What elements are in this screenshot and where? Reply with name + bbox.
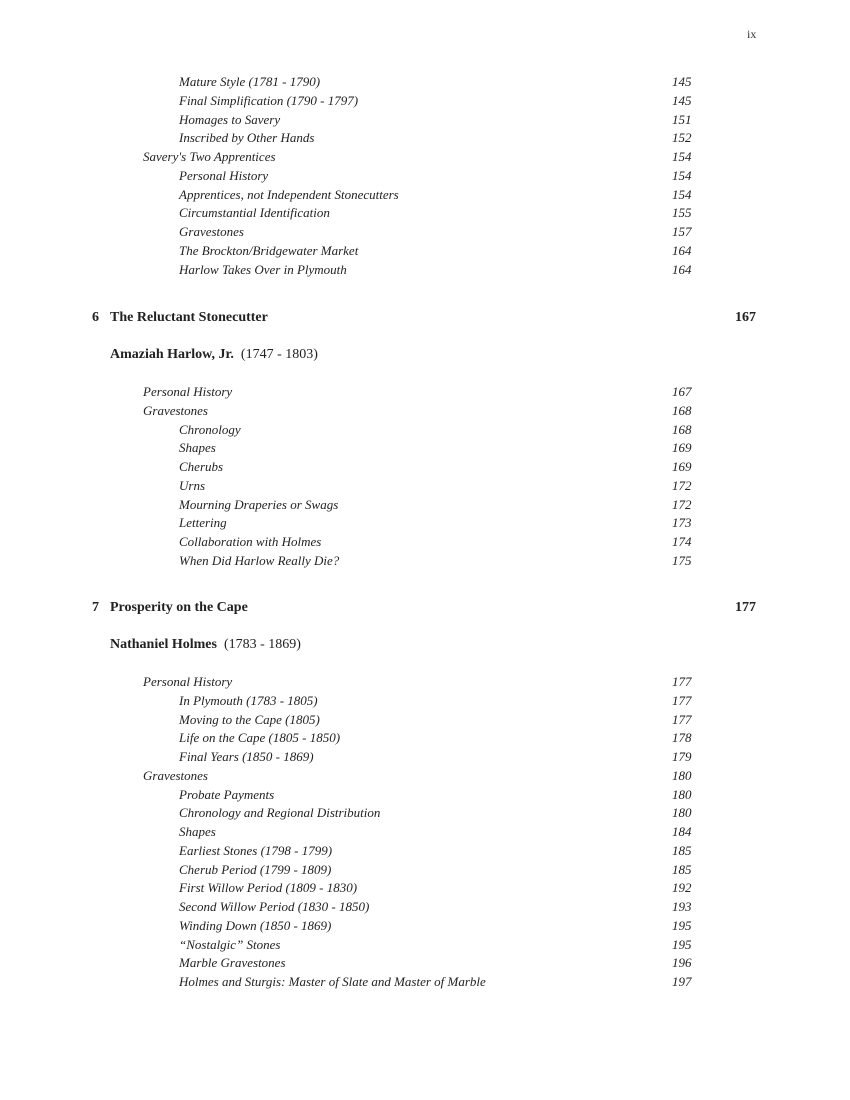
toc-entry[interactable] bbox=[0, 786, 850, 804]
toc-entry-title: Personal History bbox=[143, 384, 233, 399]
toc-entry-title: Urns bbox=[179, 477, 206, 493]
toc-entry-title: Earliest Stones (1798 - 1799) bbox=[179, 842, 333, 858]
toc-entry-title: Circumstantial Identification bbox=[179, 205, 330, 221]
toc-entry-title: Mature Style (1781 - 1790) bbox=[179, 74, 321, 89]
toc-entry-title: Winding Down (1850 - 1869) bbox=[179, 917, 332, 933]
toc-entry[interactable] bbox=[0, 729, 850, 747]
toc-entry[interactable] bbox=[0, 261, 850, 279]
toc-entry-page: 195 bbox=[672, 917, 692, 933]
chapter-title: The Reluctant Stonecutter bbox=[110, 310, 268, 325]
toc-entry-page: 174 bbox=[672, 534, 692, 549]
toc-entry-page: 185 bbox=[672, 861, 692, 877]
toc-entry[interactable] bbox=[0, 167, 850, 185]
toc-entry[interactable] bbox=[0, 148, 850, 166]
toc-entry-page: 168 bbox=[672, 402, 692, 418]
toc-entry-title: Personal History bbox=[143, 674, 233, 689]
toc-entry-title: Mourning Draperies or Swags bbox=[179, 496, 339, 512]
toc-entry[interactable] bbox=[0, 496, 850, 514]
toc-entry[interactable] bbox=[0, 223, 850, 241]
toc-entry[interactable] bbox=[0, 186, 850, 204]
toc-entry-page: 151 bbox=[672, 111, 692, 127]
toc-entry-title: Personal History bbox=[179, 167, 269, 183]
chapter-number: 6 bbox=[92, 310, 99, 325]
toc-entry[interactable] bbox=[0, 711, 850, 729]
toc-entry-page: 168 bbox=[672, 421, 692, 437]
toc-entry-title: Final Years (1850 - 1869) bbox=[179, 749, 314, 764]
toc-entry-page: 175 bbox=[672, 552, 692, 568]
toc-entry-title: Savery's Two Apprentices bbox=[143, 149, 276, 164]
toc-entry-page: 192 bbox=[672, 880, 692, 896]
toc-entry-title: Gravestones bbox=[179, 224, 244, 239]
toc-entry[interactable] bbox=[0, 111, 850, 129]
toc-entry-page: 197 bbox=[672, 974, 692, 989]
toc-entry-page: 184 bbox=[672, 824, 692, 839]
toc-entry[interactable] bbox=[0, 477, 850, 495]
toc-entry[interactable] bbox=[0, 73, 850, 91]
toc-entry-title: Final Simplification (1790 - 1797) bbox=[179, 92, 359, 108]
toc-entry-page: 164 bbox=[672, 261, 692, 277]
toc-entry[interactable] bbox=[0, 879, 850, 897]
toc-entry-title: When Did Harlow Really Die? bbox=[179, 552, 340, 568]
toc-entry[interactable] bbox=[0, 804, 850, 822]
toc-entry-page: 154 bbox=[672, 186, 692, 202]
toc-entry[interactable] bbox=[0, 917, 850, 935]
toc-entry-title: First Willow Period (1809 - 1830) bbox=[179, 880, 358, 896]
toc-entry-page: 185 bbox=[672, 842, 692, 858]
toc-entry-title: Cherub Period (1799 - 1809) bbox=[179, 861, 332, 877]
toc-entry-page: 172 bbox=[672, 496, 692, 512]
toc-entry-page: 169 bbox=[672, 440, 692, 456]
chapter-page: 177 bbox=[735, 600, 756, 615]
toc-entry-page: 173 bbox=[672, 515, 692, 531]
toc-entry-title: Chronology and Regional Distribution bbox=[179, 805, 381, 821]
toc-entry-title: Marble Gravestones bbox=[179, 955, 286, 971]
toc-entry-title: Harlow Takes Over in Plymouth bbox=[179, 261, 347, 277]
stonecutter-name: Amaziah Harlow, Jr. bbox=[110, 347, 234, 362]
toc-entry-title: Second Willow Period (1830 - 1850) bbox=[179, 899, 370, 914]
toc-entry-page: 177 bbox=[672, 711, 692, 727]
toc-entry-page: 180 bbox=[672, 805, 692, 821]
toc-entry-page: 196 bbox=[672, 955, 692, 971]
toc-entry-title: Cherubs bbox=[179, 459, 224, 474]
toc-entry-page: 177 bbox=[672, 692, 692, 708]
toc-entry[interactable] bbox=[0, 973, 850, 991]
toc-entry[interactable] bbox=[0, 129, 850, 147]
toc-entry-title: Life on the Cape (1805 - 1850) bbox=[179, 730, 341, 746]
toc-entry[interactable] bbox=[0, 421, 850, 439]
toc-entry-page: 172 bbox=[672, 477, 692, 493]
toc-entry[interactable] bbox=[0, 242, 850, 260]
toc-entry-title: Collaboration with Holmes bbox=[179, 534, 322, 549]
chapter-number: 7 bbox=[92, 600, 99, 615]
toc-entry-page: 154 bbox=[672, 149, 692, 164]
toc-entry-page: 167 bbox=[672, 384, 692, 399]
toc-entry[interactable] bbox=[0, 439, 850, 457]
toc-entry-title: Shapes bbox=[179, 824, 216, 839]
toc-entry[interactable] bbox=[0, 898, 850, 916]
toc-entry[interactable] bbox=[0, 383, 850, 401]
toc-entry-page: 152 bbox=[672, 130, 692, 146]
toc-entry-page: 157 bbox=[672, 224, 692, 239]
stonecutter-heading-harlow bbox=[110, 345, 318, 365]
toc-entry-page: 193 bbox=[672, 899, 692, 914]
toc-entry[interactable] bbox=[0, 748, 850, 766]
toc-entry-page: 145 bbox=[672, 92, 692, 108]
toc-entry-page: 178 bbox=[672, 730, 692, 746]
toc-entry-title: Homages to Savery bbox=[179, 111, 281, 127]
toc-entry-page: 155 bbox=[672, 205, 692, 221]
toc-entry-title: Lettering bbox=[179, 515, 227, 531]
toc-entry[interactable] bbox=[0, 533, 850, 551]
toc-entry-page: 195 bbox=[672, 936, 692, 952]
toc-entry[interactable] bbox=[0, 842, 850, 860]
toc-entry-title: Apprentices, not Independent Stonecutters bbox=[179, 186, 399, 202]
toc-entry-title: “Nostalgic” Stones bbox=[179, 936, 281, 952]
toc-entry-title: Holmes and Sturgis: Master of Slate and Master of Marble bbox=[179, 974, 486, 989]
toc-entry-page: 154 bbox=[672, 167, 692, 183]
toc-entry-title: The Brockton/Bridgewater Market bbox=[179, 242, 359, 258]
toc-entry-title: Gravestones bbox=[143, 767, 208, 783]
toc-entry-page: 164 bbox=[672, 242, 692, 258]
toc-entry-title: Shapes bbox=[179, 440, 216, 456]
toc-entry-page: 145 bbox=[672, 74, 692, 89]
toc-entry[interactable] bbox=[0, 204, 850, 222]
chapter-title: Prosperity on the Cape bbox=[110, 600, 248, 615]
toc-entry-title: Moving to the Cape (1805) bbox=[179, 711, 320, 727]
toc-entry[interactable] bbox=[0, 552, 850, 570]
toc-entry[interactable] bbox=[0, 673, 850, 691]
page-number: ix bbox=[747, 27, 757, 41]
stonecutter-dates: (1783 - 1869) bbox=[223, 637, 301, 652]
chapter-page: 167 bbox=[735, 310, 756, 325]
toc-entry[interactable] bbox=[0, 692, 850, 710]
toc-entry-title: Chronology bbox=[179, 421, 241, 437]
toc-entry-title: Gravestones bbox=[143, 402, 208, 418]
toc-entry[interactable] bbox=[0, 954, 850, 972]
toc-entry-page: 179 bbox=[672, 749, 692, 764]
toc-entry-page: 177 bbox=[672, 674, 692, 689]
toc-entry[interactable] bbox=[0, 458, 850, 476]
toc-entry-page: 169 bbox=[672, 459, 692, 474]
toc-entry[interactable] bbox=[0, 861, 850, 879]
toc-entry-page: 180 bbox=[672, 767, 692, 783]
toc-entry[interactable] bbox=[0, 936, 850, 954]
toc-entry[interactable] bbox=[0, 823, 850, 841]
stonecutter-name: Nathaniel Holmes bbox=[110, 637, 217, 652]
toc-entry-title: Inscribed by Other Hands bbox=[179, 130, 315, 146]
stonecutter-heading-holmes bbox=[110, 635, 301, 655]
toc-entry-title: Probate Payments bbox=[179, 786, 275, 802]
toc-entry[interactable] bbox=[0, 92, 850, 110]
toc-entry[interactable] bbox=[0, 514, 850, 532]
toc-entry-page: 180 bbox=[672, 786, 692, 802]
stonecutter-dates: (1747 - 1803) bbox=[240, 347, 318, 362]
toc-entry[interactable] bbox=[0, 767, 850, 785]
toc-entry-title: In Plymouth (1783 - 1805) bbox=[179, 692, 318, 708]
toc-entry[interactable] bbox=[0, 402, 850, 420]
